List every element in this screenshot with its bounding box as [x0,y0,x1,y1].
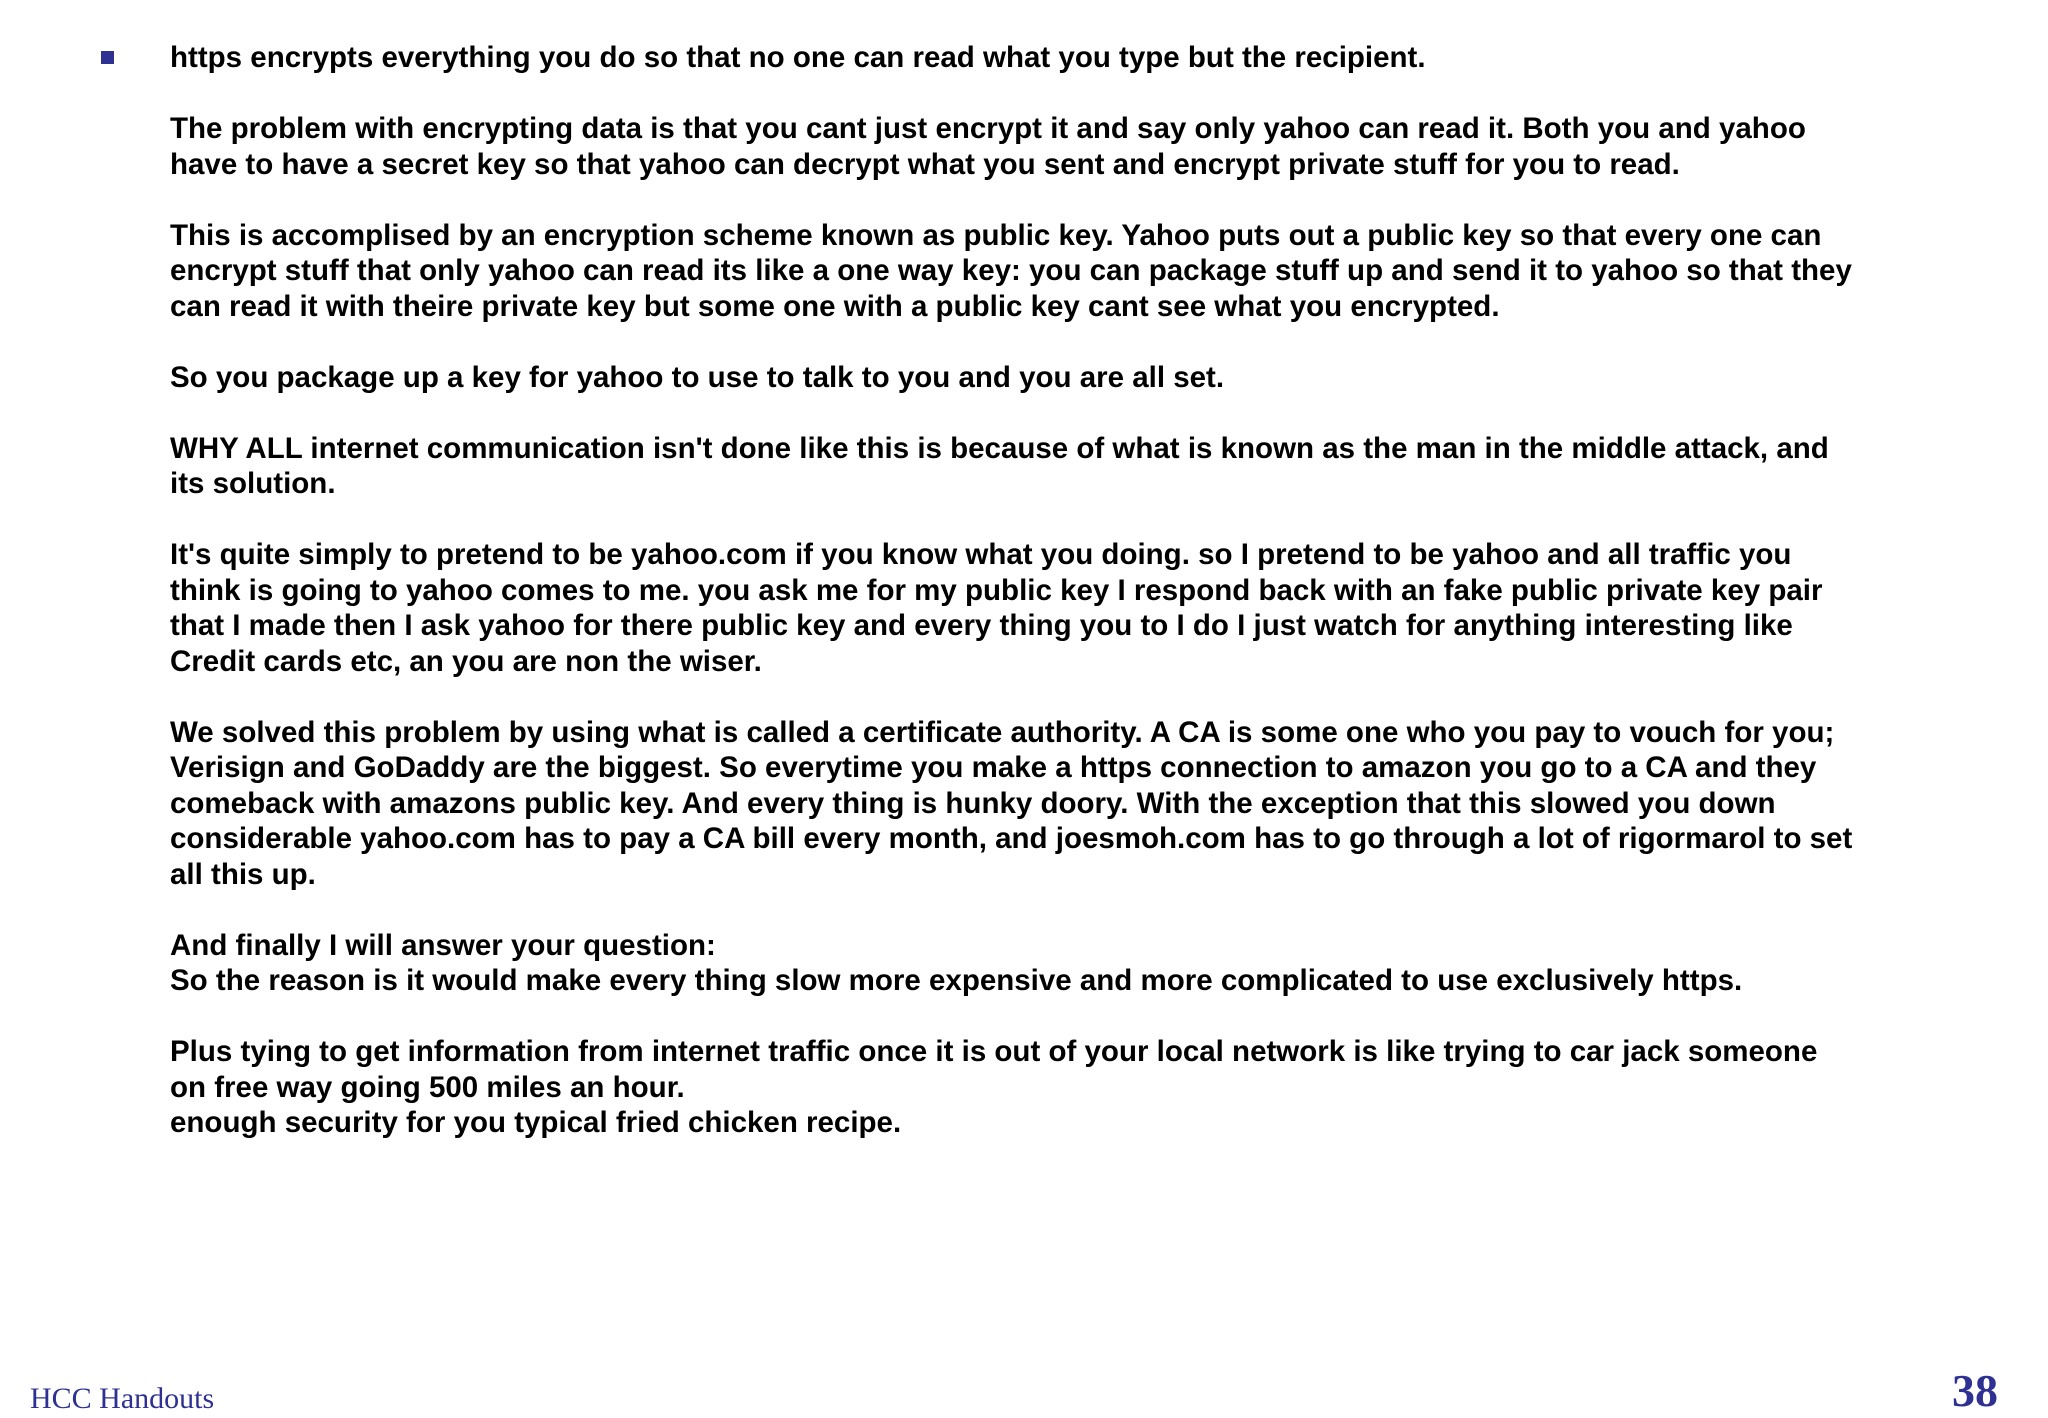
paragraph: WHY ALL internet communication isn't done like this is because of what is known as the man in the middle attack, and its solution. [170,431,1829,500]
page-number: 38 [1952,1365,1998,1416]
paragraph: This is accomplised by an encryption scheme known as public key. Yahoo puts out a public key so that every one can encrypt stuff that only yahoo can read its like a one way key: you can package stuff up and send it to yahoo so that they can read it with theire private key but some one with a public key cant see what you encrypted. [170,218,1852,323]
paragraph: So you package up a key for yahoo to use to talk to you and you are all set. [170,360,1225,394]
square-bullet-icon [101,51,114,64]
paragraph: We solved this problem by using what is called a certificate authority. A CA is some one who you pay to vouch for you; Verisign and GoDaddy are the biggest. So everytime you make a https connection to amazon you go to a CA and they comeback with amazons public key. And every thing is hunky doory. With the exception that this slowed you down considerable yahoo.com has to pay a CA bill every month, and joesmoh.com has to go through a lot of rigormarol to set all this up. [170,715,1853,891]
paragraph: Plus tying to get information from internet traffic once it is out of your local network is like trying to car jack someone on free way going 500 miles an hour. enough security for you typical fried chicken recipe. [170,1035,1818,1139]
paragraph: And finally I will answer your question: So the reason is it would make every thing slow more expensive and more complicated to use exclusively https. [170,928,1743,997]
paragraph: The problem with encrypting data is that you cant just encrypt it and say only yahoo can read it. Both you and yahoo have to have a secret key so that yahoo can decrypt what you sent and encrypt private stuff for you to read. [170,112,1806,181]
body-text [170,40,2000,1176]
paragraph: https encrypts everything you do so that no one can read what you type but the recipient. [170,41,1426,74]
footer-title: HCC Handouts [30,1382,215,1415]
paragraph: It's quite simply to pretend to be yahoo.com if you know what you doing. so I pretend to be yahoo and all traffic you think is going to yahoo comes to me. you ask me for my public key I respond back with an fake public private key pair that I made then I ask yahoo for there public key and every thing you to I do I just watch for anything interesting like Credit cards etc, an you are non the wiser. [170,538,1823,678]
